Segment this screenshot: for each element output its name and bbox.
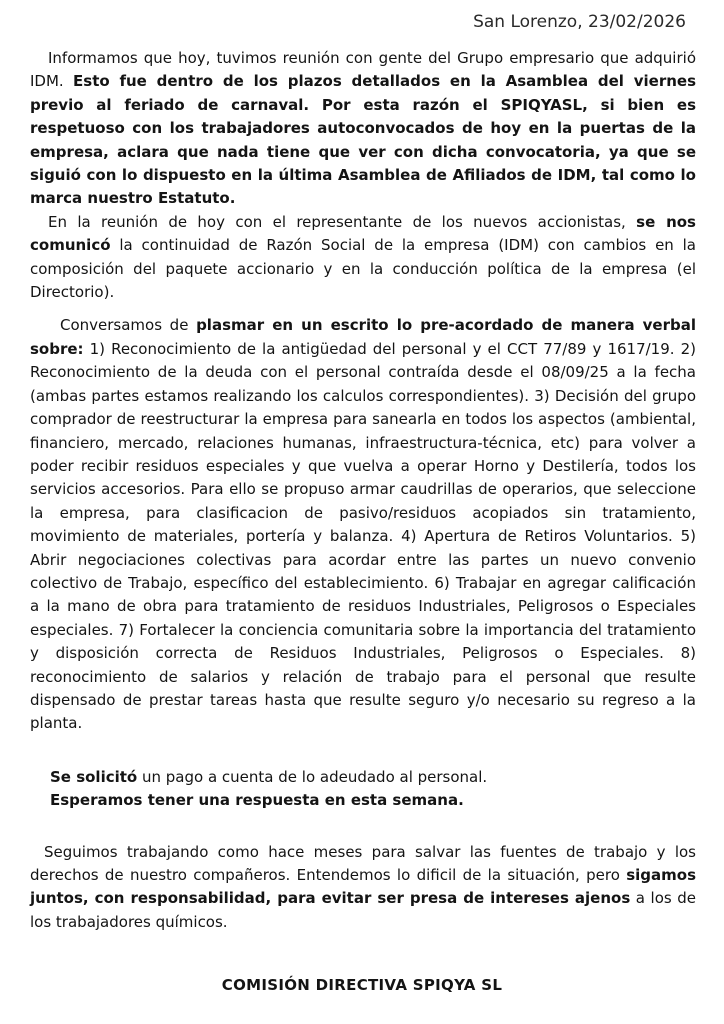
paragraph4-bold: Se solicitó	[50, 767, 138, 786]
document-date: San Lorenzo, 23/02/2026	[473, 12, 686, 32]
paragraph2-intro: En la reunión de hoy con el representante de los nuevos accionistas,	[48, 212, 637, 231]
paragraph3-bold: plasmar en un escrito lo pre-acordado de manera verbal sobre:	[30, 316, 697, 358]
paragraph3-intro: Conversamos de	[60, 316, 197, 335]
paragraph6-intro: Seguimos trabajando como hace meses para salvar las fuentes de trabajo y los derechos de nuestro compañeros. Entendemos lo dificil de la situación, pero	[30, 842, 696, 884]
paragraph6-rest: a los de los trabajadores químicos.	[30, 889, 697, 931]
paragraph-agreements	[30, 314, 696, 735]
paragraph2-bold: se nos comunicó	[30, 212, 696, 255]
paragraph4-rest: un pago a cuenta de lo adeudado al personal.	[137, 767, 488, 786]
document-body	[30, 47, 696, 934]
paragraph1-bold: Esto fue dentro de los plazos detallados en la Asamblea del viernes previo al feriado de carnaval. Por esta razón el SPIQYASL, si bien es respetuoso con los trabajadores autoconvocados de hoy en la puertas de la empresa, aclara que nada tiene que ver con dicha convocatoria, ya que se siguió con lo dispuesto en la última Asamblea de Afiliados de IDM, tal como lo marca nuestro Estatuto.	[30, 72, 696, 208]
paragraph3-rest: 1) Reconocimiento de la antigüedad del personal y el CCT 77/89 y 1617/19. 2) Reconocimiento de la deuda con el personal contraída desde el 08/09/25 a la fecha (ambas partes estamos realizando los calculos correspondientes). 3) Decisión del grupo comprador de reestructurar la empresa para sanearla en todos los aspectos (ambiental, financiero, mercado, relaciones humanas, infraestructura-técnica, etc) para volver a poder recibir residuos especiales y que vuelva a operar Horno y Destilería, todos los servicios accesorios. Para ello se propuso armar caudrillas de operarios, que seleccione la empresa, para clasificacion de pasivo/residuos acopiados sin tratamiento, movimiento de materiales, portería y balanza. 4) Apertura de Retiros Voluntarios. 5) Abrir negociaciones colectivas para acordar entre las partes un nuevo convenio colectivo de Trabajo, específico del establecimiento. 6) Trabajar en agregar calificación a la mano de obra para tratamiento de residuos Industriales, Peligrosos o Especiales especiales. 7) Fortalecer la conciencia comunitaria sobre la importancia del tratamiento y disposición correcta de Residuos Industriales, Peligrosos o Especiales. 8) reconocimiento de salarios y relación de trabajo para el personal que resulte dispensado de prestar tareas hasta que resulte seguro y/o necesario su regreso a la planta.	[30, 339, 696, 733]
paragraph1-intro: Informamos que hoy, tuvimos reunión con gente del Grupo empresario que adquirió IDM.	[30, 49, 696, 91]
paragraph-meeting-statement	[30, 47, 696, 211]
paragraph6-bold: sigamos juntos, con responsabilidad, para evitar ser presa de intereses ajenos	[30, 866, 696, 908]
paragraph-shareholders-meeting	[30, 211, 696, 305]
paragraph5-bold: Esperamos tener una respuesta en esta semana.	[50, 791, 464, 810]
signature: COMISIÓN DIRECTIVA SPIQYA SL	[221, 976, 503, 994]
paragraph2-rest: la continuidad de Razón Social de la empresa (IDM) con cambios en la composición del paquete accionario y en la conducción política de la empresa (el Directorio).	[30, 236, 696, 302]
paragraph-payment-request	[30, 766, 696, 789]
paragraph-closing	[30, 841, 696, 935]
paragraph-expected-response	[30, 789, 696, 812]
